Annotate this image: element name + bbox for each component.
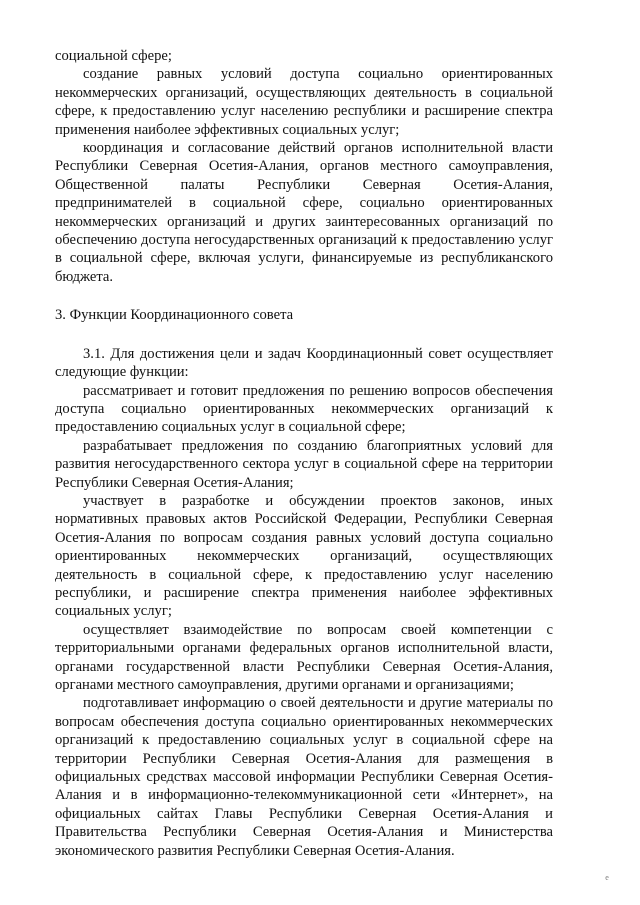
paragraph-function-develops: разрабатывает предложения по созданию благоприятных условий для развития негосударственного сектора услуг в социальной сфере на территории Республики Северная Осетия-Алания; xyxy=(55,437,553,491)
corner-mark: e xyxy=(605,873,609,882)
paragraph-functions-intro: 3.1. Для достижения цели и задач Координационный совет осуществляет следующие функции: xyxy=(55,345,553,381)
section-heading: 3. Функции Координационного совета xyxy=(55,307,294,324)
paragraph-function-participates: участвует в разработке и обсуждении проектов законов, иных нормативных правовых актов Российской Федерации, Республики Северная Осетия-Алания по вопросам создания равных условий доступа социально ориентированных некоммерческих организаций, осуществляющих деятельность в социальной сфере, к предоставлению услуг населению республики, и расширение спектра применения наиболее эффективных социальных услуг; xyxy=(55,492,553,620)
paragraph-function-interacts: осуществляет взаимодействие по вопросам своей компетенции с территориальными органами федеральных органов исполнительной власти, органами государственной власти Республики Северная Осетия-Алания, органами местного самоуправления, другими органами и организациями; xyxy=(55,621,553,693)
paragraph-coordination: координация и согласование действий органов исполнительной власти Республики Северная Осетия-Алания, органов местного самоуправления, Общественной палаты Республики Северная Осетия-Алания, предпринимателей в социальной сфере, социально ориентированных некоммерческих организаций и других заинтересованных организаций по обеспечению доступа негосударственных организаций к предоставлению услуг в социальной сфере, включая услуги, финансируемые из республиканского бюджета. xyxy=(55,140,553,285)
document-page xyxy=(55,47,553,860)
paragraph-function-prepares: подготавливает информацию о своей деятельности и другие материалы по вопросам обеспечения доступа социально ориентированных некоммерческих организаций к предоставлению социальных услуг в социальной сфере на территории Республики Северная Осетия-Алания для размещения в официальных средствах массовой информации Республики Северная Осетия-Алания и в информационно-телекоммуникационной сети «Интернет», на официальных сайтах Главы Республики Северная Осетия-Алания и Правительства Республики Северная Осетия-Алания и Министерства экономического развития Республики Северная Осетия-Алания. xyxy=(55,695,553,859)
paragraph-continuation: социальной сфере; xyxy=(55,48,172,64)
paragraph-equal-conditions: создание равных условий доступа социально ориентированных некоммерческих организаций, осуществляющих деятельность в социальной сфере, к предоставлению услуг населению республики и расширение спектра применения наиболее эффективных социальных услуг; xyxy=(55,66,553,138)
paragraph-function-considers: рассматривает и готовит предложения по решению вопросов обеспечения доступа социально ориентированных некоммерческих организаций к предоставлению социальных услуг в социальной сфере; xyxy=(55,382,553,436)
